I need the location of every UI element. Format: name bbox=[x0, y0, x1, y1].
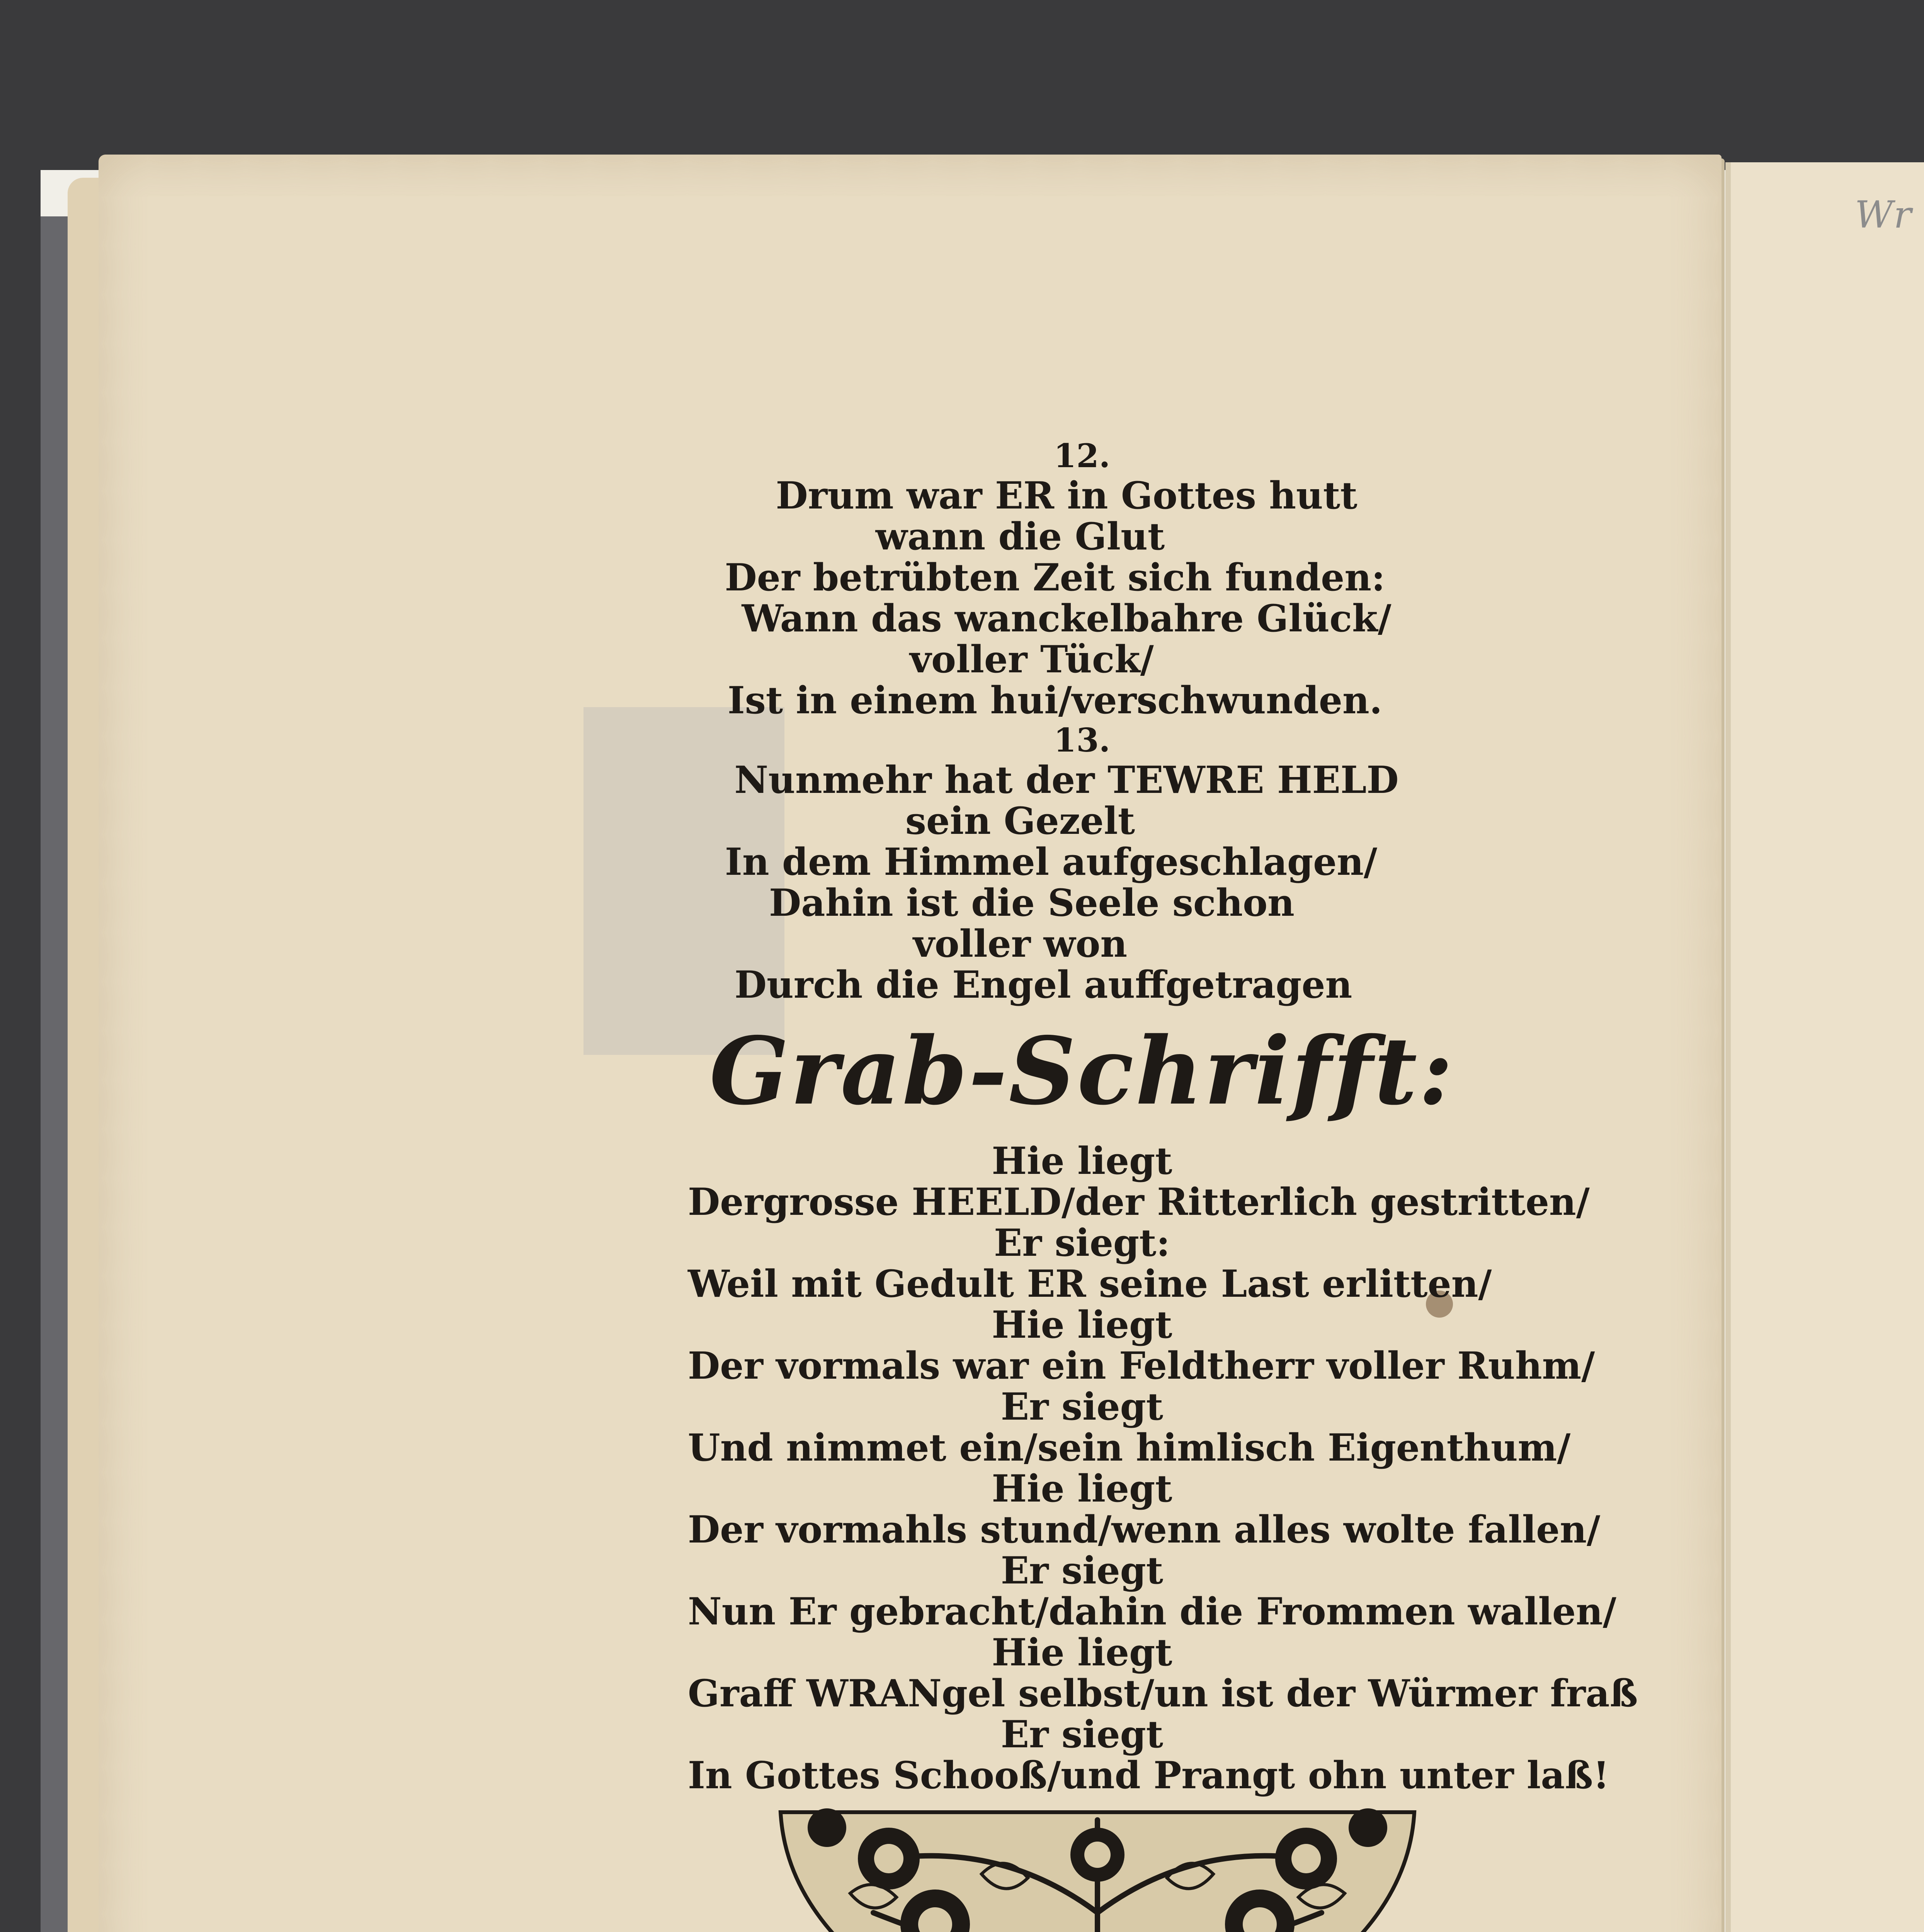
epitaph-line: Der vormahls stund/wenn alles wolte fallen/ bbox=[688, 1508, 1601, 1551]
epitaph-refrain: Er siegt bbox=[1000, 1549, 1164, 1592]
epitaph-refrain: Hie liegt bbox=[992, 1467, 1172, 1510]
epitaph-refrain: Hie liegt bbox=[992, 1631, 1172, 1674]
stanza-13-line: voller won bbox=[913, 922, 1128, 966]
epitaph-refrain: Er siegt bbox=[1000, 1713, 1164, 1756]
epitaph-refrain: Hie liegt bbox=[992, 1303, 1172, 1347]
stanza-13-line: Nunmehr hat der TEWRE HELD bbox=[734, 758, 1399, 802]
stanza-13-line: Dahin ist die Seele schon bbox=[769, 881, 1295, 925]
stanza-12-line: Der betrübten Zeit sich funden: bbox=[725, 556, 1385, 599]
epitaph-line: Weil mit Gedult ER seine Last erlitten/ bbox=[688, 1262, 1492, 1306]
floral-ornament-graphic bbox=[773, 1797, 1422, 1932]
stanza-number-12: 12. bbox=[1053, 437, 1111, 475]
epitaph-line: Nun Er gebracht/dahin die Frommen wallen/ bbox=[688, 1590, 1616, 1633]
margin-note: Wr bbox=[1855, 193, 1914, 236]
epitaph-line: Der vormals war ein Feldtherr voller Ruhm/ bbox=[688, 1344, 1595, 1388]
stanza-12-line: wann die Glut bbox=[875, 515, 1165, 558]
epitaph-refrain: Er siegt bbox=[1000, 1385, 1164, 1429]
stanza-number-13: 13. bbox=[1053, 721, 1111, 759]
poem-text bbox=[688, 437, 1638, 1797]
stanza-13-line: sein Gezelt bbox=[905, 799, 1135, 843]
facing-page bbox=[1725, 162, 1924, 1932]
stanza-12-line: Ist in einem hui/verschwunden. bbox=[727, 679, 1383, 722]
stanza-13-line: Durch die Engel auffgetragen bbox=[734, 963, 1352, 1007]
stanza-12-line: voller Tück/ bbox=[910, 638, 1154, 681]
epitaph-refrain: Hie liegt bbox=[992, 1139, 1172, 1183]
epitaph-heading: Grab-Schrifft: bbox=[709, 1017, 1454, 1126]
stanza-12-line: Drum war ER in Gottes hutt bbox=[776, 474, 1358, 517]
stanza-12-line: Wann das wanckelbahre Glück/ bbox=[742, 597, 1392, 640]
epitaph-line: Dergrosse HEELD/der Ritterlich gestritten/ bbox=[688, 1180, 1590, 1224]
epitaph-refrain: Er siegt: bbox=[994, 1221, 1170, 1265]
epitaph-line: Graff WRANgel selbst/un ist der Würmer fraß bbox=[688, 1672, 1638, 1715]
stanza-13-line: In dem Himmel aufgeschlagen/ bbox=[725, 840, 1378, 884]
floral-ornament-icon bbox=[773, 1797, 1422, 1932]
epitaph-line: Und nimmet ein/sein himlisch Eigenthum/ bbox=[688, 1426, 1571, 1469]
epitaph-line: In Gottes Schooß/und Prangt ohn unter laß! bbox=[688, 1753, 1609, 1797]
